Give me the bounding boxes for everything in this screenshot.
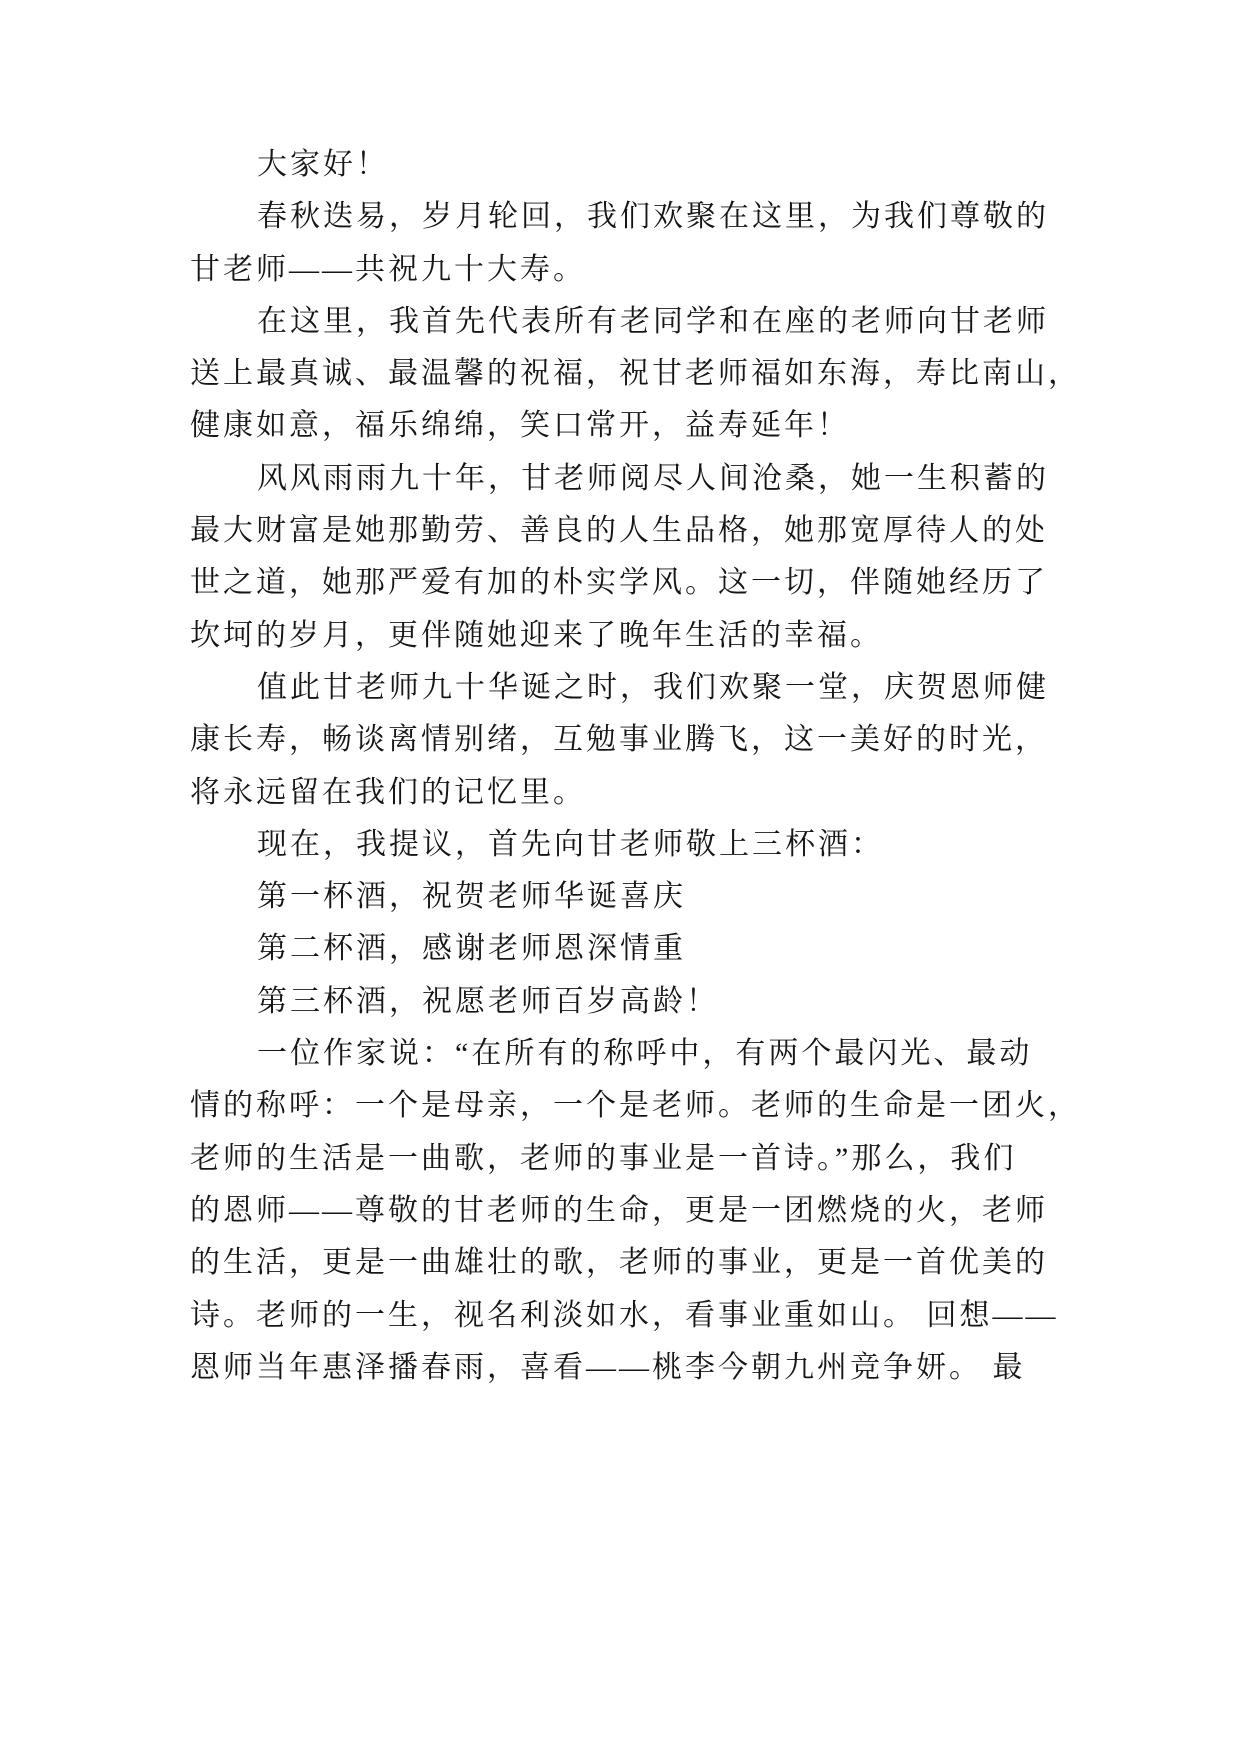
paragraph-writer-quote: [190, 1028, 1120, 1394]
paragraph-line: 值此甘老师九十华诞之时，我们欢聚一堂，庆贺恩师健: [257, 670, 1049, 704]
paragraph-toast-third: [190, 976, 1120, 1028]
paragraph-line: 的生活，更是一曲雄壮的歌，老师的事业，更是一首优美的: [190, 1246, 1048, 1280]
paragraph-line: 康长寿，畅谈离情别绪，互勉事业腾飞，这一美好的时光，: [190, 723, 1048, 757]
paragraph-line: 在这里，我首先代表所有老同学和在座的老师向甘老师: [257, 304, 1049, 338]
paragraph-line: 送上最真诚、最温馨的祝福，祝甘老师福如东海，寿比南山，: [190, 357, 1081, 391]
document-body: [190, 139, 1120, 1394]
paragraph-line: 现在，我提议，首先向甘老师敬上三杯酒：: [257, 827, 884, 861]
paragraph-birthday: [190, 191, 1120, 296]
paragraph-line: 老师的生活是一曲歌，老师的事业是一首诗。”那么，我们: [190, 1141, 1017, 1175]
paragraph-line: 情的称呼：一个是母亲，一个是老师。老师的生命是一团火，: [190, 1089, 1081, 1123]
paragraph-line: 第一杯酒，祝贺老师华诞喜庆: [257, 880, 686, 914]
paragraph-line: 世之道，她那严爱有加的朴实学风。这一切，伴随她经历了: [190, 566, 1048, 600]
paragraph-line: 诗。老师的一生，视名利淡如水，看事业重如山。 回想——: [190, 1298, 1059, 1332]
paragraph-line: 大家好！: [257, 148, 389, 181]
paragraph-line: 第三杯酒，祝愿老师百岁高龄！: [257, 984, 719, 1018]
paragraph-line: 将永远留在我们的记忆里。: [190, 775, 586, 809]
paragraph-line: 第二杯酒，感谢老师恩深情重: [257, 932, 686, 966]
paragraph-line: 最大财富是她那勤劳、善良的人生品格，她那宽厚待人的处: [190, 514, 1048, 548]
paragraph-line: 风风雨雨九十年，甘老师阅尽人间沧桑，她一生积蓄的: [257, 461, 1049, 495]
paragraph-line: 坎坷的岁月，更伴随她迎来了晚年生活的幸福。: [190, 618, 883, 652]
paragraph-greeting: [190, 139, 1120, 191]
paragraph-line: 的恩师——尊敬的甘老师的生命，更是一团燃烧的火，老师: [190, 1193, 1048, 1227]
paragraph-toast-second: [190, 923, 1120, 975]
paragraph-line: 春秋迭易，岁月轮回，我们欢聚在这里，为我们尊敬的: [257, 200, 1049, 234]
paragraph-life: [190, 453, 1120, 662]
paragraph-toast-first: [190, 871, 1120, 923]
paragraph-toast-proposal: [190, 819, 1120, 871]
paragraph-line: 甘老师——共祝九十大寿。: [190, 252, 586, 286]
paragraph-line: 恩师当年惠泽播春雨，喜看——桃李今朝九州竞争妍。 最: [190, 1350, 1026, 1384]
paragraph-line: 健康如意，福乐绵绵，笑口常开，益寿延年！: [190, 409, 850, 443]
paragraph-line: 一位作家说：“在所有的称呼中，有两个最闪光、最动: [257, 1037, 1033, 1071]
paragraph-gathering: [190, 662, 1120, 819]
paragraph-blessing: [190, 296, 1120, 453]
